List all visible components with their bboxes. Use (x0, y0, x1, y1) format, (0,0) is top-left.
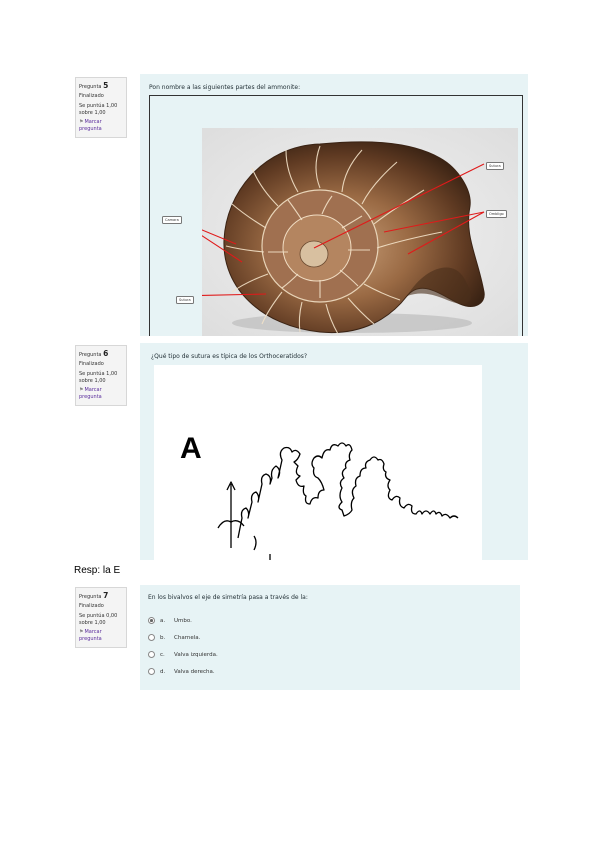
flag-label: Marcar (84, 119, 102, 126)
question-number (79, 591, 123, 601)
grade-max: sobre 1,00 (79, 377, 106, 384)
question-state: Finalizado (79, 361, 104, 368)
flag-label: Marcar (84, 629, 102, 636)
radio-button[interactable] (148, 668, 155, 675)
drop-label[interactable]: Ombligo (486, 210, 507, 218)
flag-label: Marcar (84, 387, 102, 394)
question-number (79, 349, 123, 359)
grade-max: sobre 1,00 (79, 109, 106, 116)
question-info-6 (75, 345, 127, 406)
question-number-value: 6 (103, 349, 109, 358)
question-grade (79, 613, 123, 627)
flag-icon: ⚑ (79, 629, 84, 636)
option-letter: d. (160, 668, 166, 675)
answer-option-d[interactable] (148, 668, 215, 675)
answer-option-c[interactable] (148, 651, 218, 658)
figure-letter: A (180, 432, 202, 465)
question-state: Finalizado (79, 603, 104, 610)
suture-line-drawing (214, 418, 464, 560)
option-text: Charnela. (174, 634, 201, 641)
drop-label[interactable]: Sutura (176, 296, 194, 304)
flag-question-link[interactable] (79, 629, 123, 643)
question-info-5 (75, 77, 127, 138)
flag-icon: ⚑ (79, 387, 84, 394)
drop-label[interactable]: Camara (162, 216, 182, 224)
option-letter: c. (160, 651, 165, 658)
option-text: Valva derecha. (174, 668, 215, 675)
drop-label[interactable]: Sutura (486, 162, 504, 170)
question-grade (79, 371, 123, 385)
question-grade (79, 103, 123, 117)
question-state: Finalizado (79, 93, 104, 100)
option-letter: b. (160, 634, 166, 641)
question-label: Pregunta (79, 84, 102, 90)
question-label: Pregunta (79, 594, 102, 600)
flag-icon: ⚑ (79, 119, 84, 126)
question-text: ¿Qué tipo de sutura es típica de los Orthoceratidos? (151, 353, 308, 360)
flag-label-2: pregunta (79, 126, 102, 133)
option-text: Umbo. (174, 617, 192, 624)
answer-option-a[interactable] (148, 617, 192, 624)
question-number-value: 5 (103, 81, 109, 90)
grade-max: sobre 1,00 (79, 619, 106, 626)
flag-label-2: pregunta (79, 394, 102, 401)
option-text: Valva izquierda. (174, 651, 218, 658)
radio-button-selected[interactable] (148, 617, 155, 624)
question-info-7 (75, 587, 127, 648)
question-text: En los bivalvos el eje de simetría pasa a través de la: (148, 594, 308, 601)
grade-line: Se puntúa 1,00 (79, 370, 118, 377)
flag-question-link[interactable] (79, 387, 123, 401)
option-letter: a. (160, 617, 166, 624)
question-label: Pregunta (79, 352, 102, 358)
flag-question-link[interactable] (79, 119, 123, 133)
ammonite-image (202, 128, 518, 336)
question-text: Pon nombre a las siguientes partes del ammonite: (149, 84, 301, 91)
response-note: Resp: la E (74, 565, 121, 576)
question-number-value: 7 (103, 591, 109, 600)
radio-button[interactable] (148, 651, 155, 658)
answer-option-b[interactable] (148, 634, 200, 641)
flag-label-2: pregunta (79, 636, 102, 643)
question-number (79, 81, 123, 91)
radio-button[interactable] (148, 634, 155, 641)
grade-line: Se puntúa 1,00 (79, 102, 118, 109)
grade-line: Se puntúa 0,00 (79, 612, 118, 619)
